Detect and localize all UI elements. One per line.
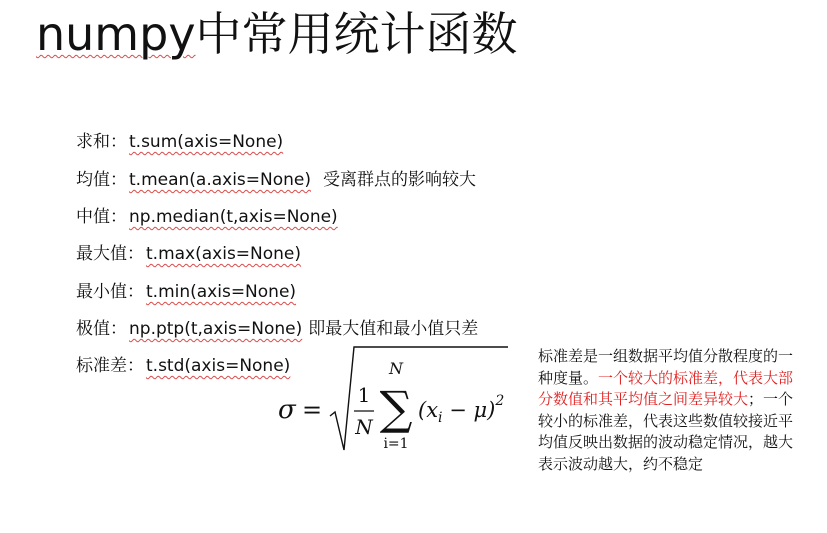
- formula-sum-bottom: i=1: [383, 436, 409, 452]
- formula-equals: =: [302, 396, 323, 424]
- item-code: t.std(axis=None): [146, 356, 291, 376]
- item-code: t.max(axis=None): [146, 244, 302, 264]
- std-description: [538, 346, 800, 475]
- item-code: t.min(axis=None): [146, 282, 297, 302]
- item-label: 最大值：: [76, 244, 144, 264]
- title-code: numpy: [36, 7, 196, 61]
- item-note: 即最大值和最小值只差: [308, 319, 479, 339]
- desc-highlight: 一个较大的标准差，代表大部分数值和其平均值之间差异较大: [538, 368, 794, 408]
- item-sum: [76, 130, 283, 154]
- formula-term: $(x_i - \mu)^2$: [418, 393, 505, 426]
- item-max: [76, 242, 301, 266]
- item-label: 最小值：: [76, 282, 144, 302]
- item-code: np.median(t,axis=None): [129, 207, 338, 227]
- formula-one: 1: [357, 383, 371, 407]
- formula-sigma: σ: [278, 395, 296, 425]
- item-label: 标准差：: [76, 356, 144, 376]
- slide-title: [36, 4, 518, 64]
- formula-sum-top: N: [389, 359, 403, 378]
- item-code: t.sum(axis=None): [129, 132, 284, 152]
- item-min: [76, 280, 296, 304]
- desc-part1: 标准差是一组数据平均值分散程度的一种度量。: [538, 347, 794, 387]
- desc-part3: ；一个较小的标准差，代表这些数值较接近平均值反映出数据的波动稳定情况，越大表示波动越大，约不稳定: [538, 390, 794, 473]
- item-label: 极值：: [76, 319, 127, 339]
- item-label: 中值：: [76, 207, 127, 227]
- item-label: 求和：: [76, 132, 127, 152]
- item-mean: [76, 168, 476, 192]
- formula-n-denominator: N: [355, 415, 373, 439]
- formula-sum-sign: ∑: [379, 381, 413, 435]
- item-code: np.ptp(t,axis=None): [129, 319, 303, 339]
- item-code: t.mean(a.axis=None): [129, 170, 312, 190]
- title-text: 中常用统计函数: [195, 7, 518, 61]
- item-median: [76, 205, 338, 229]
- item-label: 均值：: [76, 170, 127, 190]
- std-formula: [278, 344, 508, 462]
- item-std: [76, 354, 290, 378]
- item-note: 受离群点的影响较大: [323, 170, 477, 190]
- item-ptp: [76, 317, 478, 341]
